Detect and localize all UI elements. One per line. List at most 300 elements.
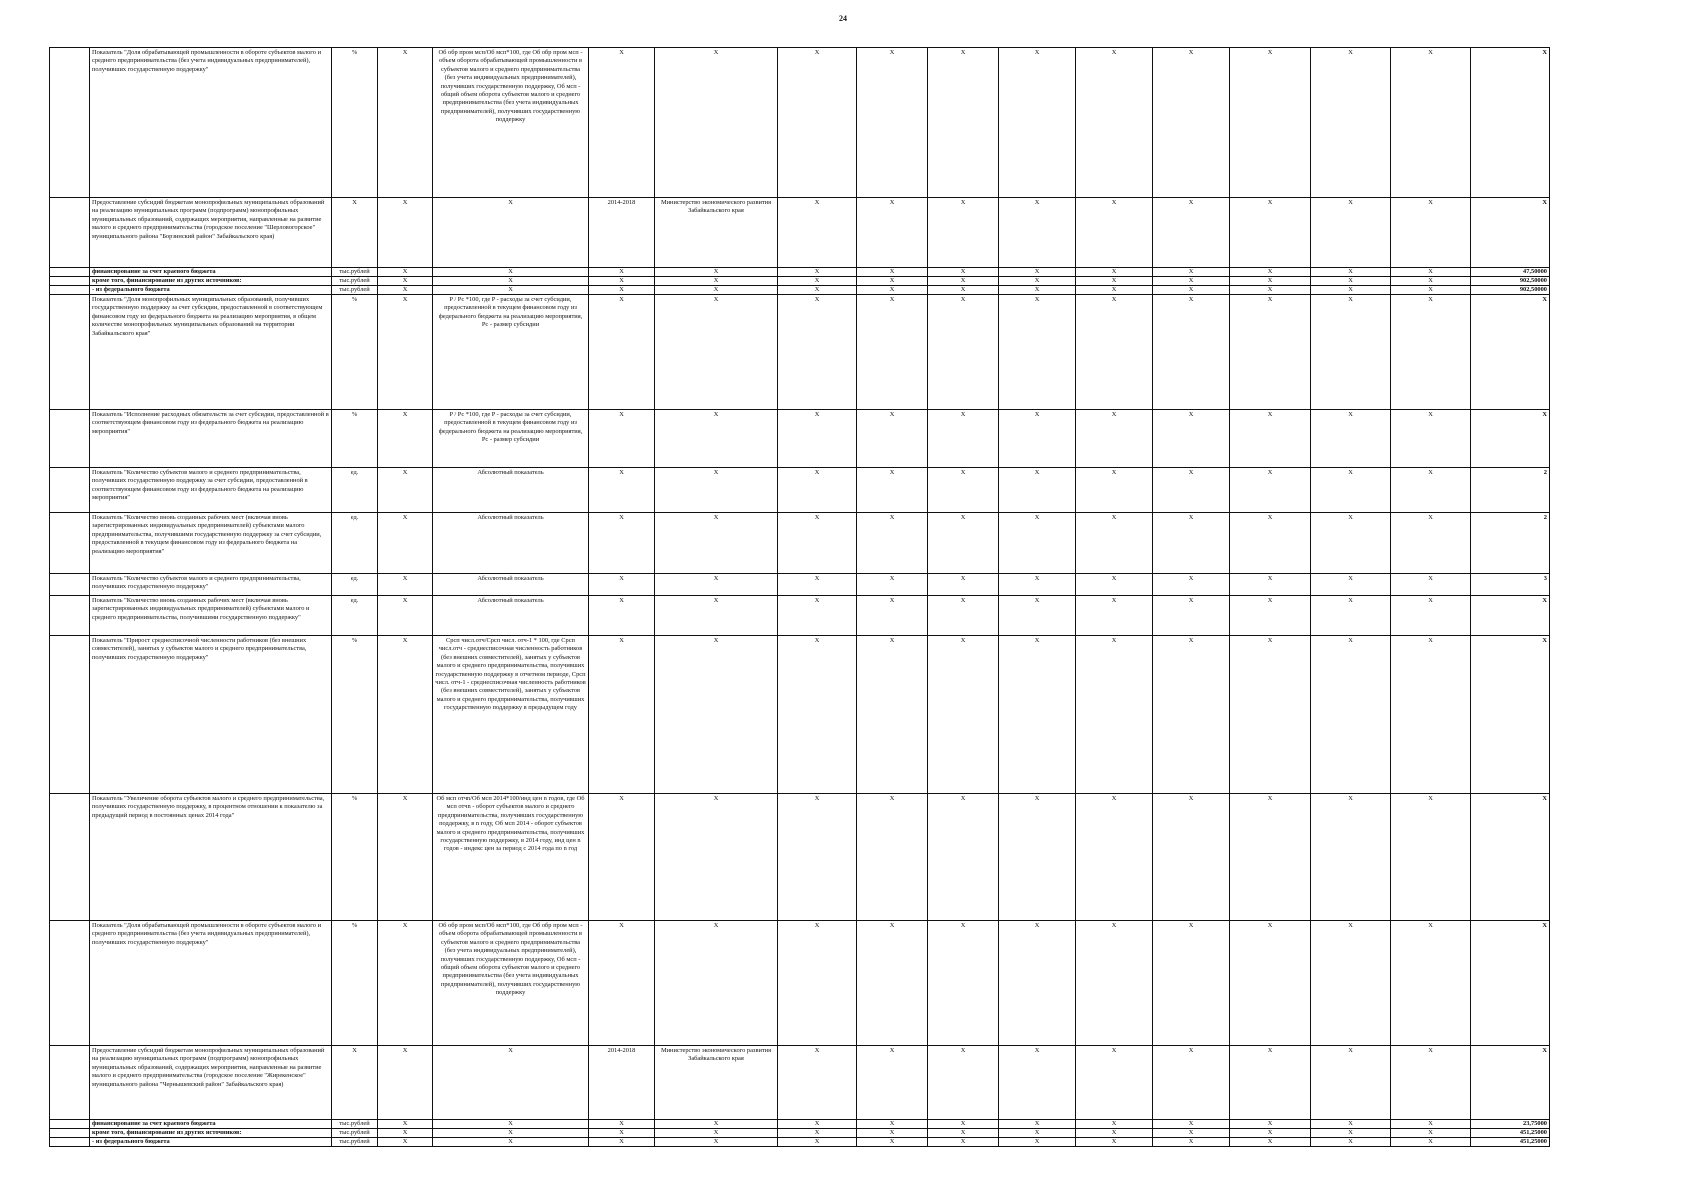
year-value-cell: X (1076, 277, 1153, 286)
year-value-cell: X (1153, 1120, 1230, 1129)
value-cell: X (378, 596, 433, 636)
unit-cell: % (332, 636, 378, 794)
year-value-cell: X (1391, 277, 1471, 286)
period-cell: X (589, 48, 655, 198)
financing-row (50, 286, 1630, 295)
year-value-cell: X (928, 636, 999, 794)
period-cell: X (589, 636, 655, 794)
row-number-cell (50, 794, 90, 921)
executor-cell: X (655, 1129, 778, 1138)
year-value-cell: X (1230, 794, 1311, 921)
financing-row (50, 277, 1630, 286)
row-number-cell (50, 1138, 90, 1147)
total-value-cell: X (1471, 410, 1550, 468)
unit-cell: ед. (332, 574, 378, 596)
financing-row (50, 1138, 1630, 1147)
period-cell: X (589, 295, 655, 410)
year-value-cell: X (857, 268, 928, 277)
total-value-cell: 902,50000 (1471, 277, 1550, 286)
year-value-cell: X (1153, 1046, 1230, 1120)
year-value-cell: X (1230, 574, 1311, 596)
year-value-cell: X (1076, 794, 1153, 921)
year-value-cell: X (1311, 1046, 1391, 1120)
row-number-cell (50, 1046, 90, 1120)
year-value-cell: X (928, 921, 999, 1046)
row-number-cell (50, 468, 90, 513)
value-cell: X (378, 513, 433, 574)
year-value-cell: X (999, 1138, 1076, 1147)
year-value-cell: X (928, 48, 999, 198)
year-value-cell: X (928, 410, 999, 468)
year-value-cell: X (928, 1129, 999, 1138)
unit-cell: тыс.рублей (332, 277, 378, 286)
row-name-cell: Показатель "Прирост среднесписочной численности работников (без внешних совместителей), занятых у субъектов малого и среднего предпринимательства, получивших государственную поддержку" (90, 636, 332, 794)
total-value-cell: X (1471, 636, 1550, 794)
indicator-row (50, 596, 1630, 636)
executor-cell: Министерство экономического развития Забайкальского края (655, 198, 778, 268)
row-name-cell: Показатель "Увеличение оборота субъектов малого и среднего предпринимательства, получивших государственную поддержку, в процентном отношении к показателю за предыдущий период в постоянных ценах 2014 года" (90, 794, 332, 921)
formula-cell: X (433, 277, 589, 286)
row-number-cell (50, 277, 90, 286)
year-value-cell: X (999, 1129, 1076, 1138)
year-value-cell: X (999, 410, 1076, 468)
year-value-cell: X (1153, 277, 1230, 286)
row-number-cell (50, 1129, 90, 1138)
year-value-cell: X (1230, 410, 1311, 468)
executor-cell: X (655, 277, 778, 286)
year-value-cell: X (1391, 513, 1471, 574)
year-value-cell: X (928, 574, 999, 596)
year-value-cell: X (928, 295, 999, 410)
row-name-cell: финансирование за счет краевого бюджета (90, 268, 332, 277)
year-value-cell: X (1230, 48, 1311, 198)
value-cell: X (378, 295, 433, 410)
year-value-cell: X (999, 277, 1076, 286)
year-value-cell: X (1311, 295, 1391, 410)
year-value-cell: X (1153, 286, 1230, 295)
year-value-cell: X (999, 596, 1076, 636)
row-name-cell: Показатель "Исполнение расходных обязательств за счет субсидии, предоставленной в соответствующем финансовом году из федерального бюджета на реализацию мероприятия" (90, 410, 332, 468)
executor-cell: Министерство экономического развития Забайкальского края (655, 1046, 778, 1120)
year-value-cell: X (928, 468, 999, 513)
year-value-cell: X (857, 574, 928, 596)
year-value-cell: X (778, 794, 857, 921)
year-value-cell: X (857, 921, 928, 1046)
year-value-cell: X (999, 295, 1076, 410)
year-value-cell: X (857, 410, 928, 468)
year-value-cell: X (1391, 468, 1471, 513)
total-value-cell: 2 (1471, 513, 1550, 574)
year-value-cell: X (857, 1129, 928, 1138)
year-value-cell: X (778, 1120, 857, 1129)
unit-cell: тыс.рублей (332, 1138, 378, 1147)
indicator-row (50, 921, 1630, 1046)
year-value-cell: X (1391, 410, 1471, 468)
total-value-cell: 902,50000 (1471, 286, 1550, 295)
year-value-cell: X (1076, 198, 1153, 268)
formula-cell: P / Pc *100, где P - расходы за счет субсидии, предоставленной в текущем финансовом году из федерального бюджета на реализацию мероприятия, Pc - размер субсидии (433, 295, 589, 410)
year-value-cell: X (778, 48, 857, 198)
row-number-cell (50, 921, 90, 1046)
value-cell: X (378, 921, 433, 1046)
unit-cell: тыс.рублей (332, 286, 378, 295)
year-value-cell: X (778, 596, 857, 636)
value-cell: X (378, 277, 433, 286)
unit-cell: тыс.рублей (332, 1120, 378, 1129)
indicator-row (50, 48, 1630, 198)
indicator-row (50, 513, 1630, 574)
year-value-cell: X (1230, 286, 1311, 295)
formula-cell: X (433, 1138, 589, 1147)
total-value-cell: X (1471, 794, 1550, 921)
year-value-cell: X (1391, 636, 1471, 794)
unit-cell: ед. (332, 596, 378, 636)
row-number-cell (50, 268, 90, 277)
formula-cell: X (433, 268, 589, 277)
measure-row (50, 198, 1630, 268)
year-value-cell: X (778, 636, 857, 794)
year-value-cell: X (778, 1129, 857, 1138)
year-value-cell: X (1076, 636, 1153, 794)
value-cell: X (378, 268, 433, 277)
value-cell: X (378, 48, 433, 198)
total-value-cell: X (1471, 921, 1550, 1046)
row-number-cell (50, 295, 90, 410)
unit-cell: ед. (332, 513, 378, 574)
formula-cell: Абсолютный показатель (433, 596, 589, 636)
value-cell: X (378, 1120, 433, 1129)
year-value-cell: X (1153, 574, 1230, 596)
year-value-cell: X (1076, 286, 1153, 295)
year-value-cell: X (928, 277, 999, 286)
total-value-cell: 451,25000 (1471, 1129, 1550, 1138)
year-value-cell: X (1153, 921, 1230, 1046)
period-cell: 2014-2018 (589, 1046, 655, 1120)
program-table (49, 47, 1630, 1147)
year-value-cell: X (1311, 198, 1391, 268)
year-value-cell: X (857, 513, 928, 574)
period-cell: 2014-2018 (589, 198, 655, 268)
year-value-cell: X (1076, 1138, 1153, 1147)
financing-row (50, 268, 1630, 277)
year-value-cell: X (778, 921, 857, 1046)
row-number-cell (50, 286, 90, 295)
formula-cell: X (433, 1120, 589, 1129)
formula-cell: Об обр пром мсп/Об мсп*100, где Об обр пром мсп - объем оборота обрабатывающей промышленности в субъектов малого и среднего предпринимательства (без учета индивидуальных предпринимателей), получивших государственную поддержку, Об мсп - общий объем оборота субъектов малого и среднего предпринимательства (без учета индивидуальных предпринимателей), получивших государственную поддержку (433, 48, 589, 198)
year-value-cell: X (1311, 794, 1391, 921)
indicator-row (50, 410, 1630, 468)
formula-cell: X (433, 198, 589, 268)
year-value-cell: X (1153, 596, 1230, 636)
year-value-cell: X (1076, 596, 1153, 636)
year-value-cell: X (1391, 1129, 1471, 1138)
year-value-cell: X (1153, 268, 1230, 277)
total-value-cell: 2 (1471, 468, 1550, 513)
period-cell: X (589, 410, 655, 468)
row-name-cell: Предоставление субсидий бюджетам монопрофильных муниципальных образований на реализацию муниципальных программ (подпрограмм) монопрофильных муниципальных образований, содержащих мероприятия, направленные на развитие малого и среднего предпринимательства (городское поселение "Жирекенское" муниципального района "Чернышевский район" Забайкальского края) (90, 1046, 332, 1120)
executor-cell: X (655, 921, 778, 1046)
year-value-cell: X (999, 1046, 1076, 1120)
executor-cell: X (655, 268, 778, 277)
year-value-cell: X (778, 277, 857, 286)
formula-cell: Срсп числ.отч/Срсп числ. отч-1 * 100, где Срсп числ.отч - среднесписочная численность работников (без внешних совместителей), занятых у субъектов малого и среднего предпринимательства, получивших государственную поддержку в отчетном периоде, Срсп числ. отч-1 - среднесписочная численность работников (без внешних совместителей), занятых у субъектов малого и среднего предпринимательства, получивших государственную поддержку в предыдущем году (433, 636, 589, 794)
year-value-cell: X (928, 198, 999, 268)
indicator-row (50, 295, 1630, 410)
period-cell: X (589, 1129, 655, 1138)
period-cell: X (589, 1138, 655, 1147)
year-value-cell: X (857, 1138, 928, 1147)
year-value-cell: X (1311, 513, 1391, 574)
unit-cell: ед. (332, 468, 378, 513)
year-value-cell: X (1076, 48, 1153, 198)
unit-cell: X (332, 1046, 378, 1120)
year-value-cell: X (857, 295, 928, 410)
year-value-cell: X (1311, 921, 1391, 1046)
value-cell: X (378, 574, 433, 596)
period-cell: X (589, 921, 655, 1046)
year-value-cell: X (1076, 1129, 1153, 1138)
year-value-cell: X (1311, 268, 1391, 277)
year-value-cell: X (1230, 921, 1311, 1046)
row-name-cell: кроме того, финансирование из других источников: (90, 277, 332, 286)
year-value-cell: X (1230, 198, 1311, 268)
row-number-cell (50, 636, 90, 794)
year-value-cell: X (857, 286, 928, 295)
year-value-cell: X (999, 794, 1076, 921)
total-value-cell: 3 (1471, 574, 1550, 596)
period-cell: X (589, 574, 655, 596)
year-value-cell: X (1311, 468, 1391, 513)
year-value-cell: X (999, 286, 1076, 295)
year-value-cell: X (857, 48, 928, 198)
year-value-cell: X (1153, 198, 1230, 268)
total-value-cell: 451,25000 (1471, 1138, 1550, 1147)
period-cell: X (589, 1120, 655, 1129)
year-value-cell: X (928, 1046, 999, 1120)
total-value-cell: 23,75000 (1471, 1120, 1550, 1129)
year-value-cell: X (1230, 277, 1311, 286)
year-value-cell: X (1311, 574, 1391, 596)
value-cell: X (378, 468, 433, 513)
year-value-cell: X (1076, 1120, 1153, 1129)
row-number-cell (50, 1120, 90, 1129)
row-name-cell: финансирование за счет краевого бюджета (90, 1120, 332, 1129)
year-value-cell: X (1230, 268, 1311, 277)
total-value-cell: X (1471, 1046, 1550, 1120)
year-value-cell: X (857, 596, 928, 636)
year-value-cell: X (1311, 286, 1391, 295)
row-name-cell: - из федерального бюджета (90, 1138, 332, 1147)
executor-cell: X (655, 1138, 778, 1147)
value-cell: X (378, 198, 433, 268)
year-value-cell: X (1153, 513, 1230, 574)
year-value-cell: X (857, 636, 928, 794)
year-value-cell: X (778, 410, 857, 468)
row-number-cell (50, 596, 90, 636)
year-value-cell: X (1391, 574, 1471, 596)
year-value-cell: X (857, 277, 928, 286)
period-cell: X (589, 277, 655, 286)
executor-cell: X (655, 636, 778, 794)
year-value-cell: X (1391, 596, 1471, 636)
year-value-cell: X (1153, 794, 1230, 921)
unit-cell: % (332, 921, 378, 1046)
year-value-cell: X (1230, 468, 1311, 513)
year-value-cell: X (999, 921, 1076, 1046)
year-value-cell: X (1311, 48, 1391, 198)
executor-cell: X (655, 468, 778, 513)
year-value-cell: X (1153, 48, 1230, 198)
executor-cell: X (655, 1120, 778, 1129)
year-value-cell: X (1076, 268, 1153, 277)
row-name-cell: Показатель "Количество вновь созданных рабочих мест (включая вновь зарегистрированных индивидуальных предпринимателей) субъектами малого и среднего предпринимательства, получившими государственную поддержку" (90, 596, 332, 636)
year-value-cell: X (1391, 794, 1471, 921)
year-value-cell: X (857, 468, 928, 513)
year-value-cell: X (1391, 921, 1471, 1046)
executor-cell: X (655, 410, 778, 468)
year-value-cell: X (928, 1120, 999, 1129)
formula-cell: Об мсп отчn/Об мсп 2014*100/инд цен n годов, где Об мсп отчn - оборот субъектов малого и среднего предпринимательства, получивших государственную поддержку, в n году, Об мсп 2014 - оборот субъектов малого и среднего предпринимательства, получивших государственную поддержку, в 2014 году, инд цен n годов - индекс цен за период с 2014 года по n год (433, 794, 589, 921)
year-value-cell: X (778, 1138, 857, 1147)
year-value-cell: X (999, 513, 1076, 574)
executor-cell: X (655, 286, 778, 295)
year-value-cell: X (1311, 1138, 1391, 1147)
year-value-cell: X (778, 513, 857, 574)
formula-cell: X (433, 1046, 589, 1120)
total-value-cell: X (1471, 295, 1550, 410)
year-value-cell: X (999, 268, 1076, 277)
year-value-cell: X (1311, 636, 1391, 794)
financing-row (50, 1129, 1630, 1138)
row-number-cell (50, 574, 90, 596)
year-value-cell: X (857, 1120, 928, 1129)
year-value-cell: X (1153, 468, 1230, 513)
year-value-cell: X (778, 198, 857, 268)
total-value-cell: X (1471, 596, 1550, 636)
row-name-cell: Предоставление субсидий бюджетам монопрофильных муниципальных образований на реализацию муниципальных программ (подпрограмм) монопрофильных муниципальных образований, содержащих мероприятия, направленные на развитие малого и среднего предпринимательства (городское поселение "Шерловогорское" муниципального района "Борзинский район" Забайкальского края) (90, 198, 332, 268)
year-value-cell: X (1153, 295, 1230, 410)
executor-cell: X (655, 48, 778, 198)
row-name-cell: - из федерального бюджета (90, 286, 332, 295)
year-value-cell: X (999, 636, 1076, 794)
year-value-cell: X (1153, 410, 1230, 468)
period-cell: X (589, 268, 655, 277)
year-value-cell: X (1076, 295, 1153, 410)
year-value-cell: X (928, 513, 999, 574)
executor-cell: X (655, 295, 778, 410)
unit-cell: X (332, 198, 378, 268)
year-value-cell: X (1076, 574, 1153, 596)
formula-cell: X (433, 286, 589, 295)
row-name-cell: Показатель "Доля монопрофильных муниципальных образований, получивших государственную поддержку за счет субсидии, предоставленной в соответствующем финансовом году из федерального бюджета на реализацию мероприятия, в общем количестве монопрофильных муниципальных образований на территории Забайкальского края" (90, 295, 332, 410)
year-value-cell: X (1076, 410, 1153, 468)
year-value-cell: X (1311, 1129, 1391, 1138)
year-value-cell: X (1391, 198, 1471, 268)
formula-cell: Абсолютный показатель (433, 468, 589, 513)
executor-cell: X (655, 596, 778, 636)
year-value-cell: X (999, 468, 1076, 513)
row-number-cell (50, 198, 90, 268)
indicator-row (50, 574, 1630, 596)
year-value-cell: X (1311, 277, 1391, 286)
year-value-cell: X (778, 268, 857, 277)
value-cell: X (378, 1138, 433, 1147)
year-value-cell: X (1230, 1138, 1311, 1147)
formula-cell: X (433, 1129, 589, 1138)
measure-row (50, 1046, 1630, 1120)
row-name-cell: Показатель "Доля обрабатывающей промышленности в обороте субъектов малого и среднего предпринимательства (без учета индивидуальных предпринимателей), получивших государственную поддержку" (90, 921, 332, 1046)
year-value-cell: X (1230, 295, 1311, 410)
year-value-cell: X (1391, 1046, 1471, 1120)
value-cell: X (378, 1129, 433, 1138)
year-value-cell: X (928, 596, 999, 636)
executor-cell: X (655, 794, 778, 921)
total-value-cell: X (1471, 198, 1550, 268)
value-cell: X (378, 636, 433, 794)
row-number-cell (50, 410, 90, 468)
year-value-cell: X (928, 794, 999, 921)
value-cell: X (378, 286, 433, 295)
year-value-cell: X (999, 1120, 1076, 1129)
unit-cell: % (332, 48, 378, 198)
year-value-cell: X (999, 48, 1076, 198)
year-value-cell: X (999, 574, 1076, 596)
row-name-cell: Показатель "Доля обрабатывающей промышленности в обороте субъектов малого и среднего предпринимательства (без учета индивидуальных предпринимателей), получивших государственную поддержку" (90, 48, 332, 198)
period-cell: X (589, 468, 655, 513)
year-value-cell: X (1230, 636, 1311, 794)
year-value-cell: X (1391, 295, 1471, 410)
year-value-cell: X (1153, 1129, 1230, 1138)
year-value-cell: X (1076, 468, 1153, 513)
year-value-cell: X (778, 286, 857, 295)
unit-cell: % (332, 794, 378, 921)
formula-cell: Об обр пром мсп/Об мсп*100, где Об обр пром мсп - объем оборота обрабатывающей промышленности в субъектов малого и среднего предпринимательства (без учета индивидуальных предпринимателей), получивших государственную поддержку, Об мсп - общий объем оборота субъектов малого и среднего предпринимательства (без учета индивидуальных предпринимателей), получивших государственную поддержку (433, 921, 589, 1046)
year-value-cell: X (857, 794, 928, 921)
year-value-cell: X (1391, 1120, 1471, 1129)
year-value-cell: X (1076, 513, 1153, 574)
year-value-cell: X (1230, 596, 1311, 636)
period-cell: X (589, 596, 655, 636)
period-cell: X (589, 794, 655, 921)
year-value-cell: X (1230, 513, 1311, 574)
year-value-cell: X (1311, 410, 1391, 468)
year-value-cell: X (1311, 1120, 1391, 1129)
formula-cell: Абсолютный показатель (433, 513, 589, 574)
year-value-cell: X (778, 468, 857, 513)
year-value-cell: X (1153, 636, 1230, 794)
row-name-cell: Показатель "Количество субъектов малого и среднего предпринимательства, получивших государственную поддержку за счет субсидии, предоставленной в соответствующем финансовом году из федерального бюджета на реализацию мероприятия" (90, 468, 332, 513)
year-value-cell: X (1230, 1120, 1311, 1129)
year-value-cell: X (1076, 921, 1153, 1046)
row-name-cell: Показатель "Количество субъектов малого и среднего предпринимательства, получивших государственную поддержку" (90, 574, 332, 596)
year-value-cell: X (1311, 596, 1391, 636)
page-number: 24 (839, 14, 847, 23)
year-value-cell: X (1391, 48, 1471, 198)
value-cell: X (378, 410, 433, 468)
year-value-cell: X (1076, 1046, 1153, 1120)
year-value-cell: X (928, 268, 999, 277)
year-value-cell: X (1230, 1046, 1311, 1120)
year-value-cell: X (928, 1138, 999, 1147)
financing-row (50, 1120, 1630, 1129)
period-cell: X (589, 286, 655, 295)
total-value-cell: 47,50000 (1471, 268, 1550, 277)
unit-cell: % (332, 410, 378, 468)
year-value-cell: X (928, 286, 999, 295)
year-value-cell: X (857, 198, 928, 268)
indicator-row (50, 794, 1630, 921)
value-cell: X (378, 794, 433, 921)
